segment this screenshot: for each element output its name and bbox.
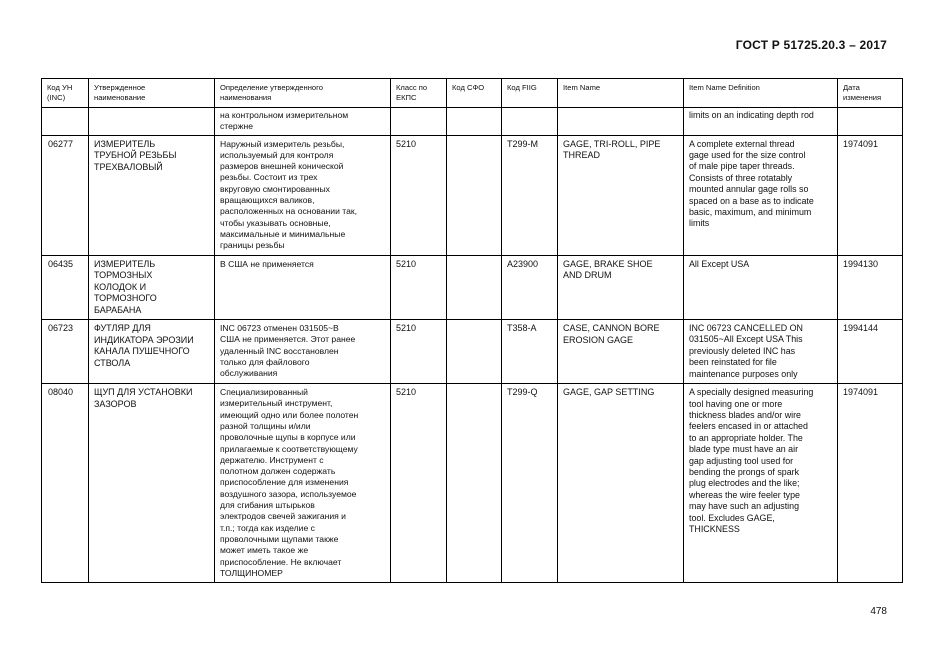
change-date: 1974091 xyxy=(838,384,903,583)
table-cell xyxy=(502,108,558,136)
table-row-continuation xyxy=(42,108,903,136)
approved-name: ИЗМЕРИТЕЛЬ ТОРМОЗНЫХ КОЛОДОК И ТОРМОЗНОГО БАРАБАНА xyxy=(89,255,215,320)
approved-name: ИЗМЕРИТЕЛЬ ТРУБНОЙ РЕЗЬБЫ ТРЕХВАЛОВЫЙ xyxy=(89,135,215,255)
change-date: 1974091 xyxy=(838,135,903,255)
table-cell xyxy=(391,108,447,136)
sfo-code xyxy=(447,135,502,255)
table-cell xyxy=(89,108,215,136)
sfo-code xyxy=(447,384,502,583)
ekps-class: 5210 xyxy=(391,384,447,583)
column-header-ekps-class: Класс по ЕКПС xyxy=(391,79,447,108)
table-row xyxy=(42,255,903,320)
change-date: 1994144 xyxy=(838,320,903,384)
column-header-item-name-definition: Item Name Definition xyxy=(684,79,838,108)
table-header-row xyxy=(42,79,903,108)
item-name-definition: INC 06723 CANCELLED ON 031505~All Except USA This previously deleted INC has been reinstated for file maintenance purposes only xyxy=(684,320,838,384)
change-date: 1994130 xyxy=(838,255,903,320)
ekps-class: 5210 xyxy=(391,320,447,384)
approved-name: ЩУП ДЛЯ УСТАНОВКИ ЗАЗОРОВ xyxy=(89,384,215,583)
ekps-class: 5210 xyxy=(391,255,447,320)
column-header-item-name: Item Name xyxy=(558,79,684,108)
table-row xyxy=(42,135,903,255)
item-name: GAGE, BRAKE SHOE AND DRUM xyxy=(558,255,684,320)
item-name-definition: All Except USA xyxy=(684,255,838,320)
column-header-change-date: Дата изменения xyxy=(838,79,903,108)
continued-definition-ru: на контрольном измерительном стержне xyxy=(215,108,391,136)
table-cell xyxy=(838,108,903,136)
table-cell xyxy=(42,108,89,136)
fiig-code: T358-A xyxy=(502,320,558,384)
item-name: GAGE, GAP SETTING xyxy=(558,384,684,583)
table-row xyxy=(42,320,903,384)
inc-code: 08040 xyxy=(42,384,89,583)
table-row xyxy=(42,384,903,583)
sfo-code xyxy=(447,320,502,384)
document-header: ГОСТ Р 51725.20.3 – 2017 xyxy=(735,38,887,52)
approved-definition: Наружный измеритель резьбы, используемый для контроля размеров внешней конической резьбы. Состоит из трех вкругoвую смонтированных вращающихся валиков, расположенных на основании так, чтобы указывать основные, максимальные и минимальные границы резьбы xyxy=(215,135,391,255)
fiig-code: T299-Q xyxy=(502,384,558,583)
item-name-definition: A specially designed measuring tool having one or more thickness blades and/or wire feelers encased in or attached to an appropriate holder. The blade type must have an air gap adjusting tool used for bending the prongs of spark plug electrodes and the like; whereas the wire feeler type may have such an adjusting tool. Excludes GAGE, THICKNESS xyxy=(684,384,838,583)
table-cell xyxy=(447,108,502,136)
column-header-approved-definition: Определение утвержденного наименования xyxy=(215,79,391,108)
approved-name: ФУТЛЯР ДЛЯ ИНДИКАТОРА ЭРОЗИИ КАНАЛА ПУШЕЧНОГО СТВОЛА xyxy=(89,320,215,384)
approved-definition: Специализированный измерительный инструмент, имеющий одно или более полотен разной толщины и/или проволочные щупы в корпусе или прилагаемые к соответствующему держателю. Инструмент с полотном должен содержать приспособление для изменения воздушного зазора, используемое для сгибания штырьков электродов свечей зажигания и т.п.; тогда как изделие с проволочными щупами также может иметь такое же приспособление. Не включает ТОЛЩИНОМЕР xyxy=(215,384,391,583)
continued-definition-en: limits on an indicating depth rod xyxy=(684,108,838,136)
catalog-table xyxy=(41,78,903,583)
sfo-code xyxy=(447,255,502,320)
inc-code: 06723 xyxy=(42,320,89,384)
column-header-sfo-code: Код СФО xyxy=(447,79,502,108)
item-name: GAGE, TRI-ROLL, PIPE THREAD xyxy=(558,135,684,255)
approved-definition: В США не применяется xyxy=(215,255,391,320)
inc-code: 06435 xyxy=(42,255,89,320)
item-name: CASE, CANNON BORE EROSION GAGE xyxy=(558,320,684,384)
page-number: 478 xyxy=(870,606,887,617)
column-header-inc: Код УН (INC) xyxy=(42,79,89,108)
column-header-fiig-code: Код FIIG xyxy=(502,79,558,108)
inc-code: 06277 xyxy=(42,135,89,255)
fiig-code: T299-M xyxy=(502,135,558,255)
table-cell xyxy=(558,108,684,136)
ekps-class: 5210 xyxy=(391,135,447,255)
column-header-approved-name: Утвержденное наименование xyxy=(89,79,215,108)
item-name-definition: A complete external thread gage used for the size control of male pipe taper threads. Consists of three rotatably mounted annular gage rolls so spaced on a base as to indicate basic, maximum, and minimum limits xyxy=(684,135,838,255)
fiig-code: A23900 xyxy=(502,255,558,320)
approved-definition: INC 06723 отменен 031505~В США не применяется. Этот ранее удаленный INC восстановлен только для файлового обслуживания xyxy=(215,320,391,384)
